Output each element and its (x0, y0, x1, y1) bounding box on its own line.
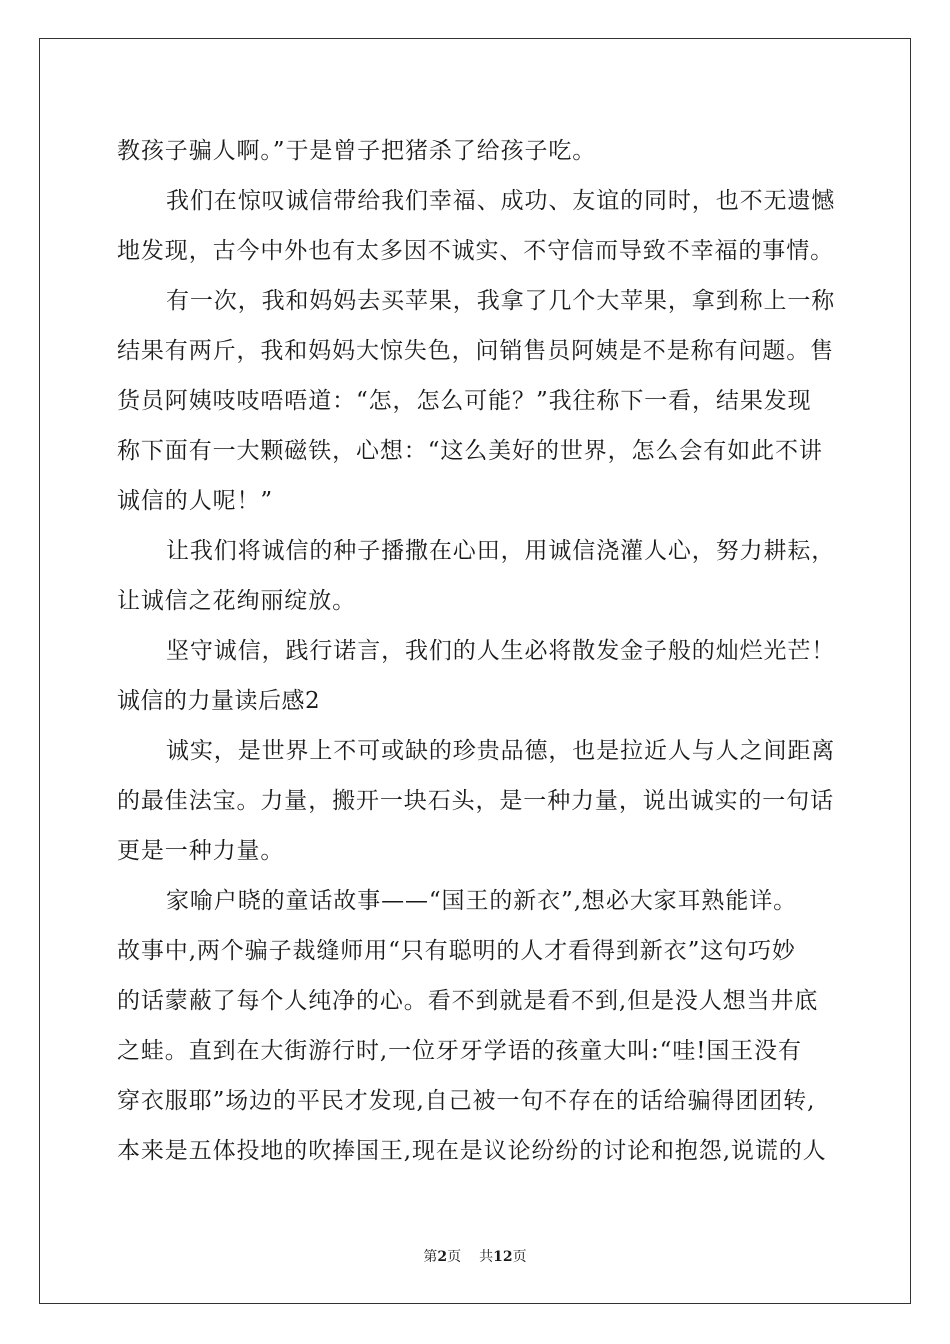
text-line-16: 家喻户晓的童话故事——“国王的新衣”,想必大家耳熟能详。 (166, 888, 798, 914)
page-suffix: 页 (447, 1249, 462, 1265)
total-count: 12 (493, 1249, 513, 1265)
text-line-11: 坚守诚信，践行诺言，我们的人生必将散发金子般的灿烂光芒！ (166, 638, 836, 664)
text-line-17: 故事中,两个骗子裁缝师用“只有聪明的人才看得到新衣”这句巧妙 (117, 938, 796, 964)
text-line-5: 结果有两斤，我和妈妈大惊失色，问销售员阿姨是不是称有问题。售 (117, 338, 834, 364)
text-line-20: 穿衣服耶”场边的平民才发现,自己被一句不存在的话给骗得团团转, (117, 1088, 816, 1114)
text-line-8: 诚信的人呢！” (117, 488, 274, 514)
page-current: 2 (437, 1249, 448, 1265)
total-suffix: 页 (512, 1249, 527, 1265)
text-line-15: 更是一种力量。 (117, 838, 285, 864)
text-line-7: 称下面有一大颗磁铁，心想：“这么美好的世界，怎么会有如此不讲 (117, 438, 823, 464)
page-footer (0, 1246, 950, 1266)
document-body (117, 126, 835, 1176)
page-total (479, 1246, 526, 1266)
page-number (423, 1246, 461, 1266)
text-line-13: 诚实，是世界上不可或缺的珍贵品德，也是拉近人与人之间距离 (166, 738, 836, 764)
text-line-2: 我们在惊叹诚信带给我们幸福、成功、友谊的同时，也不无遗憾 (166, 188, 836, 214)
text-line-1: 教孩子骗人啊。”于是曾子把猪杀了给孩子吃。 (117, 138, 597, 164)
text-line-18: 的话蒙蔽了每个人纯净的心。看不到就是看不到,但是没人想当井底 (117, 988, 819, 1014)
text-line-19: 之蛙。直到在大街游行时,一位牙牙学语的孩童大叫:“哇!国王没有 (117, 1038, 802, 1064)
text-line-4: 有一次，我和妈妈去买苹果，我拿了几个大苹果，拿到称上一称 (166, 288, 836, 314)
section-heading: 诚信的力量读后感2 (117, 688, 321, 714)
text-line-10: 让诚信之花绚丽绽放。 (117, 588, 356, 614)
text-line-6: 货员阿姨吱吱唔唔道：“怎，怎么可能？”我往称下一看，结果发现 (117, 388, 812, 414)
text-line-14: 的最佳法宝。力量，搬开一块石头，是一种力量，说出诚实的一句话 (117, 788, 834, 814)
total-prefix: 共 (479, 1249, 494, 1265)
text-line-3: 地发现，古今中外也有太多因不诚实、不守信而导致不幸福的事情。 (117, 238, 834, 264)
text-line-9: 让我们将诚信的种子播撒在心田，用诚信浇灌人心，努力耕耘， (166, 538, 836, 564)
text-line-21: 本来是五体投地的吹捧国王,现在是议论纷纷的讨论和抱怨,说谎的人 (117, 1138, 827, 1164)
page-prefix: 第 (423, 1249, 438, 1265)
